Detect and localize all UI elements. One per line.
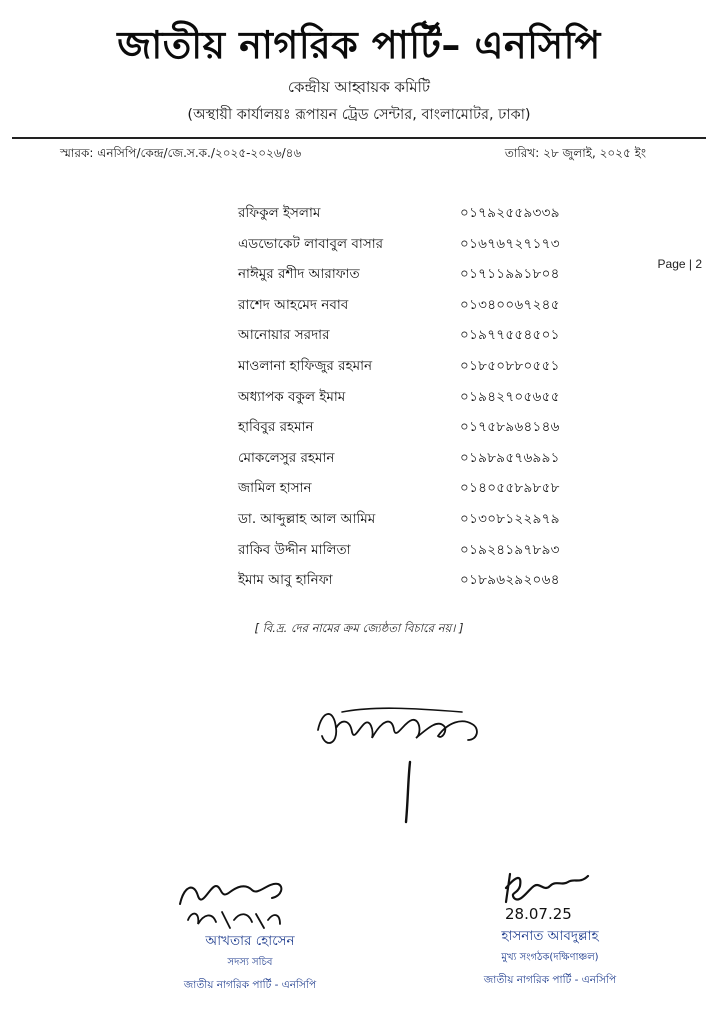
- signatory-right-name: হাসনাত আবদুল্লাহ: [501, 928, 599, 944]
- member-name: ডা. আব্দুল্লাহ আল আমিম: [238, 510, 376, 527]
- signatory-right: [430, 925, 670, 990]
- signatory-right-role: মুখ্য সংগঠক(দক্ষিণাঞ্চল): [501, 952, 599, 963]
- member-name: রফিকুল ইসলাম: [238, 205, 321, 221]
- member-row: [238, 539, 568, 570]
- member-phone: ০১৭৫৮৯৬৪১৪৬: [460, 419, 560, 436]
- member-row: [238, 233, 568, 264]
- member-row: [238, 202, 568, 233]
- member-row: [238, 447, 568, 478]
- footnote: [ বি.দ্র. দের নামের ক্রম জ্যেষ্ঠতা বিচারে নয়। ]: [254, 621, 464, 635]
- member-row: [238, 508, 568, 539]
- member-phone: ০১৬৭৬৭২৭১৭৩: [460, 235, 560, 252]
- member-name: মোকলেসুর রহমান: [238, 449, 335, 466]
- member-list: [238, 202, 568, 600]
- member-phone: ০১৮৯৬২৯২০৬৪: [460, 572, 560, 589]
- header-divider: [12, 137, 706, 139]
- member-phone: ০১৯৮৯৫৭৬৯৯১: [460, 449, 560, 466]
- signatory-left: [150, 930, 350, 995]
- member-row: [238, 355, 568, 386]
- office-address: (অস্থায়ী কার্যালয়ঃ রূপায়ন ট্রেড সেন্টার, বাংলামোটর, ঢাকা): [187, 107, 531, 123]
- member-name: হাবিবুর রহমান: [238, 419, 314, 436]
- member-name: নাঈমুর রশীদ আরাফাত: [238, 266, 360, 283]
- approval-signature: [312, 700, 492, 830]
- member-phone: ০১৪০৫৫৮৯৮৫৮: [460, 480, 560, 497]
- member-name: ইমাম আবু হানিফা: [238, 572, 333, 589]
- member-name: অধ্যাপক বকুল ইমাম: [238, 388, 346, 405]
- memo-reference: স্মারক: এনসিপি/কেন্দ্র/জে.স.ক./২০২৫-২০২৬/৪৬: [60, 146, 302, 160]
- member-row: [238, 569, 568, 600]
- party-title: জাতীয় নাগরিক পার্টি– এনসিপি: [117, 23, 601, 67]
- page-number: Page | 2: [657, 257, 702, 271]
- member-row: [238, 386, 568, 417]
- member-name: আনোয়ার সরদার: [238, 327, 330, 344]
- member-row: [238, 477, 568, 508]
- signatory-left-org: জাতীয় নাগরিক পার্টি - এনসিপি: [183, 979, 317, 991]
- memo-row: [0, 145, 718, 165]
- member-phone: ০১৮৫০৮৮০৫৫১: [460, 357, 560, 374]
- member-phone: ০১৭৯২৫৫৯৩৩৯: [460, 205, 560, 221]
- member-name: রাকিব উদ্দীন মালিতা: [238, 541, 351, 558]
- member-phone: ০১৯২৪১৯৭৮৯৩: [460, 541, 560, 558]
- committee-subtitle: কেন্দ্রীয় আহ্বায়ক কমিটি: [287, 78, 431, 96]
- member-row: [238, 416, 568, 447]
- member-phone: ০১৭১১৯৯১৮০৪: [460, 266, 560, 283]
- member-name: জামিল হাসান: [238, 480, 312, 497]
- member-phone: ০১৩০৮১২২৯৭৯: [460, 510, 560, 527]
- member-row: [238, 294, 568, 325]
- memo-date: তারিখ: ২৮ জুলাই, ২০২৫ ইং: [504, 146, 646, 160]
- member-name: রাশেদ আহমেদ নবাব: [238, 296, 349, 313]
- signatory-right-org: জাতীয় নাগরিক পার্টি - এনসিপি: [483, 974, 617, 986]
- member-row: [238, 263, 568, 294]
- member-phone: ০১৯৭৭৫৫৪৫০১: [460, 327, 560, 344]
- member-name: এডভোকেট লাবাবুল বাসার: [238, 235, 384, 252]
- member-phone: ০১৯৪২৭০৫৬৫৫: [460, 388, 560, 405]
- member-name: মাওলানা হাফিজুর রহমান: [238, 357, 373, 374]
- signatory-left-role: সদস্য সচিব: [227, 957, 273, 968]
- signatory-left-name: আখতার হোসেন: [205, 933, 295, 949]
- member-phone: ০১৩৪০০৬৭২৪৫: [460, 296, 560, 313]
- member-row: [238, 324, 568, 355]
- signature-date: 28.07.25: [505, 905, 572, 923]
